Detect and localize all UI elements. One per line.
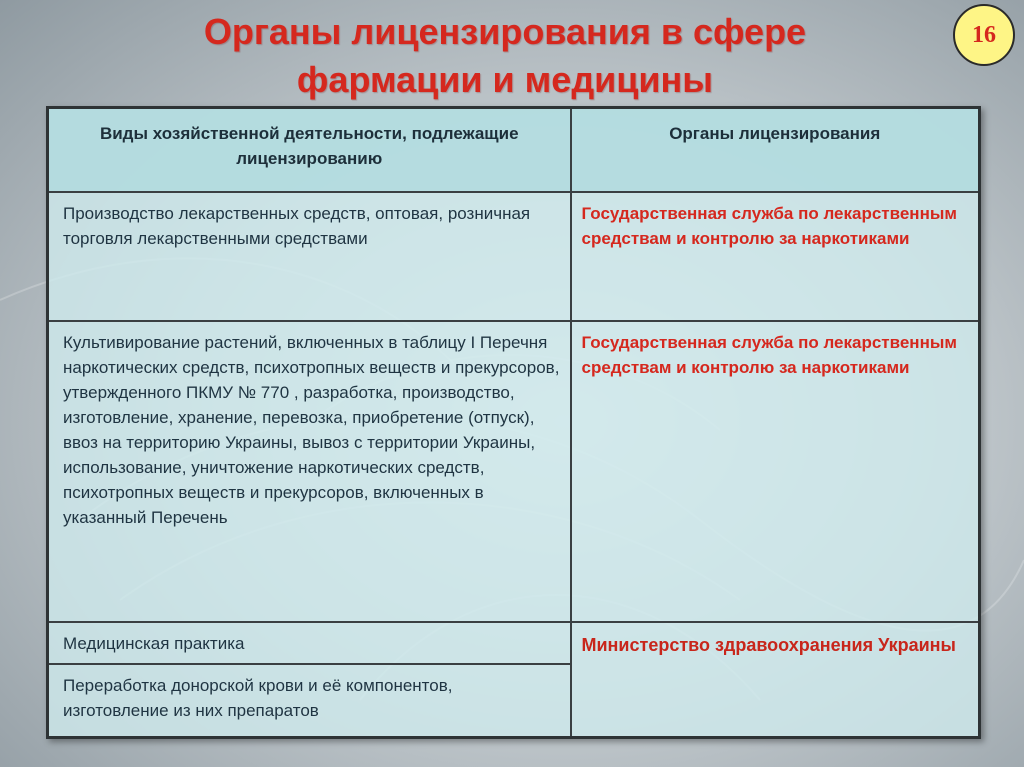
slide-title [90,8,920,104]
header-activity: Виды хозяйственной деятельности, подлежащие лицензированию [48,108,571,192]
authority-cell: Государственная служба по лекарственным средствам и контролю за наркотиками [571,321,980,622]
title-line-1: Органы лицензирования в сфере [203,11,807,52]
activity-cell: Производство лекарственных средств, оптовая, розничная торговля лекарственными средствами [48,192,571,321]
authority-cell-merged: Министерство здравоохранения Украины [571,622,980,738]
header-authority: Органы лицензирования [571,108,980,192]
table-row [48,622,980,664]
activity-cell: Культивирование растений, включенных в таблицу I Перечня наркотических средств, психотропных веществ и прекурсоров, утвержденного ПКМУ № 770 , разработка, производство, изготовление, хранение, перевозка, приобретение (отпуск), ввоз на территорию Украины, вывоз с территории Украины, использование, уничтожение наркотических средств, психотропных веществ и прекурсоров, включенных в указанный Перечень [48,321,571,622]
activity-cell: Переработка донорской крови и её компонентов, изготовление из них препаратов [48,664,571,738]
authority-cell: Государственная служба по лекарственным средствам и контролю за наркотиками [571,192,980,321]
title-line-2: фармации и медицины [296,59,714,100]
licensing-table [46,106,981,739]
table-row [48,321,980,622]
page-number-badge: 16 [953,4,1015,66]
table-header-row [48,108,980,192]
table-row [48,192,980,321]
activity-cell: Медицинская практика [48,622,571,664]
